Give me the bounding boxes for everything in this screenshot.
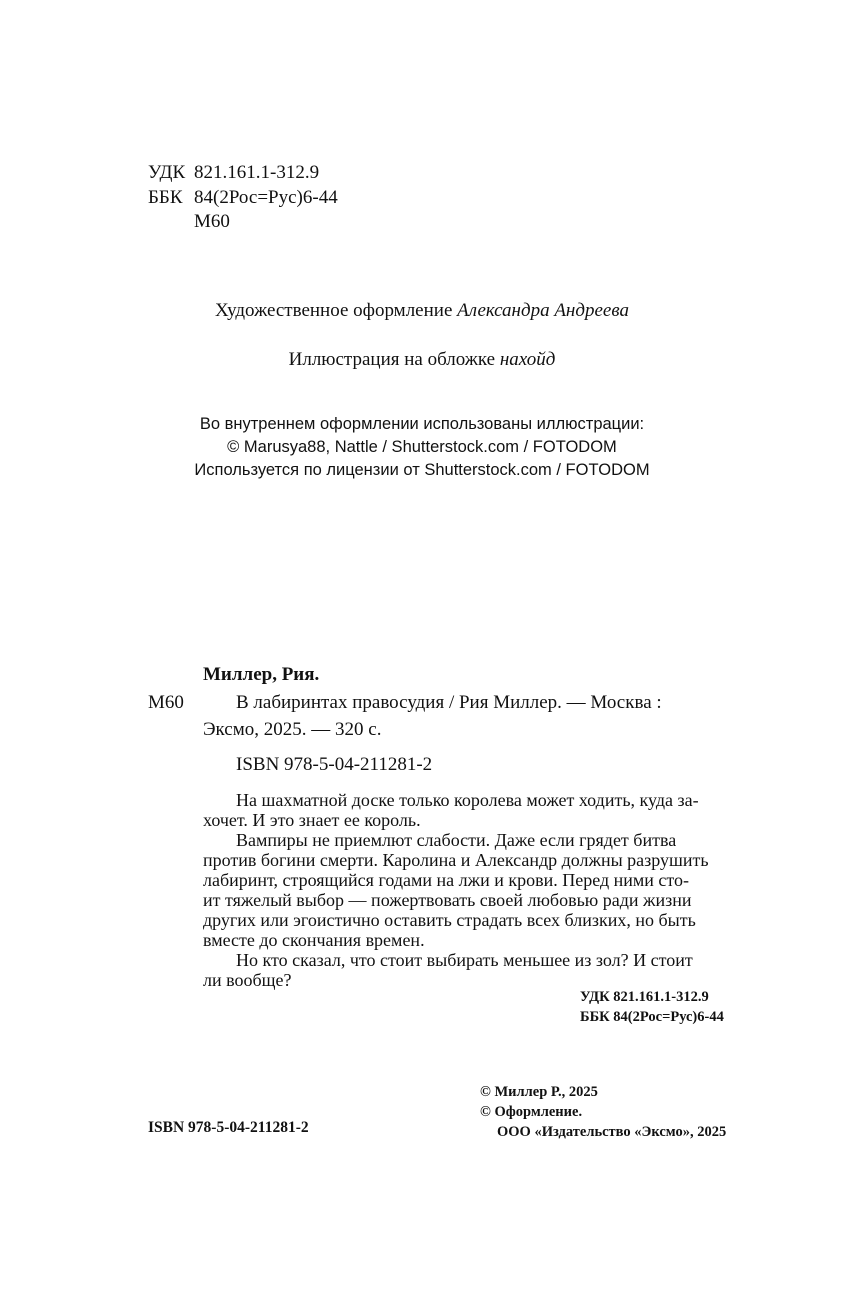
footer-isbn: ISBN 978-5-04-211281-2 — [148, 1119, 309, 1136]
record-isbn: ISBN 978-5-04-211281-2 — [236, 754, 433, 775]
annotation-line: На шахматной доске только королева может ходить, куда за- — [236, 790, 699, 810]
bbk-value: 84(2Рос=Рус)6-44 — [194, 187, 338, 208]
cover-prefix: Иллюстрация на обложке — [288, 349, 496, 370]
bbk-line — [148, 187, 338, 209]
index-block — [580, 987, 724, 1027]
copyright-design: © Оформление. — [480, 1104, 583, 1120]
index-bbk: ББК 84(2Рос=Рус)6-44 — [580, 1009, 724, 1025]
art-design-credit — [0, 300, 844, 322]
annotation-line: против богини смерти. Каролина и Александр должны разрушить — [203, 850, 709, 870]
udk-value: 821.161.1-312.9 — [194, 162, 320, 183]
udk-line — [148, 162, 319, 184]
title-line-2: Эксмо, 2025. — 320 с. — [203, 719, 382, 740]
cover-illustration-credit — [0, 349, 844, 371]
annotation-line: ли вообще? — [203, 970, 292, 990]
annotation-line: Вампиры не приемлют слабости. Даже если грядет битва — [236, 830, 677, 850]
interior-line-1: Во внутреннем оформлении использованы иллюстрации: — [199, 415, 645, 433]
author-mark: М60 — [194, 211, 230, 232]
art-design-prefix: Художественное оформление — [215, 300, 453, 321]
copyright-author: © Миллер Р., 2025 — [480, 1084, 598, 1100]
annotation-line: лабиринт, строящийся годами на лжи и крови. Перед ними сто- — [203, 870, 690, 890]
index-udk: УДК 821.161.1-312.9 — [580, 989, 709, 1005]
interior-line-3: Используется по лицензии от Shutterstock.com / FOTODOM — [194, 461, 650, 479]
art-design-name: Александра Андреева — [457, 300, 629, 321]
cover-name: нахойд — [499, 349, 556, 370]
annotation-line: вместе до скончания времен. — [203, 930, 425, 950]
udk-label: УДК — [148, 162, 186, 183]
annotation-line: Но кто сказал, что стоит выбирать меньшее из зол? И стоит — [236, 950, 693, 970]
author-heading: Миллер, Рия. — [203, 664, 320, 685]
record-mark: М60 — [148, 692, 184, 713]
annotation-line: хочет. И это знает ее король. — [203, 810, 421, 830]
interior-line-2: © Marusya88, Nattle / Shutterstock.com / FOTODOM — [227, 438, 617, 456]
title-line-1: В лабиринтах правосудия / Рия Миллер. — Москва : — [236, 692, 662, 713]
annotation-line: ит тяжелый выбор — пожертвовать своей любовью ради жизни — [203, 890, 692, 910]
copyright-block — [480, 1082, 726, 1142]
copyright-publisher: ООО «Издательство «Эксмо», 2025 — [497, 1124, 727, 1140]
interior-credits — [0, 413, 844, 482]
author-mark-line — [148, 211, 230, 233]
annotation — [203, 790, 751, 990]
bbk-label: ББК — [148, 187, 183, 208]
annotation-line: других или эгоистично оставить страдать всех близких, но быть — [203, 910, 696, 930]
